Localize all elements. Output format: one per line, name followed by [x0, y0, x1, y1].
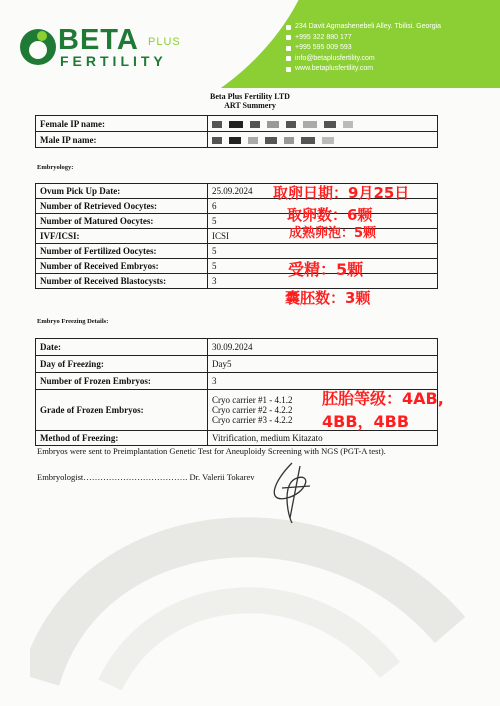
grade-line: Cryo carrier #3 - 4.2.2: [212, 415, 293, 425]
table-value: 25.09.2024: [208, 184, 438, 199]
method-label: Method of Freezing:: [36, 431, 208, 446]
company-title: Beta Plus Fertility LTD: [210, 92, 290, 101]
table-label: Number of Retrieved Oocytes:: [36, 199, 208, 214]
table-row: [36, 244, 438, 259]
annotation-fertilized: 受精：5颗: [288, 260, 364, 279]
day-value: Day5: [208, 356, 438, 373]
table-label: Number of Fertilized Oocytes:: [36, 244, 208, 259]
table-value: 5: [208, 244, 438, 259]
email: info@betaplusfertility.com: [295, 54, 375, 62]
annotation-opu-date: 取卵日期：9月25日: [273, 184, 410, 202]
phone-1: +995 322 880 177: [295, 33, 352, 41]
embryology-section-label: Embryology:: [37, 164, 74, 171]
annotation-matured: 成熟卵泡：5颗: [289, 226, 377, 241]
embryologist-line: Embryologist………………………………. Dr. Valerii Tokarev: [37, 472, 255, 482]
grade-line: Cryo carrier #2 - 4.2.2: [212, 405, 293, 415]
patient-table: [35, 115, 438, 148]
female-name-redacted: [208, 116, 438, 132]
table-label: Number of Received Blastocysts:: [36, 274, 208, 289]
table-row: [36, 259, 438, 274]
table-label: Ovum Pick Up Date:: [36, 184, 208, 199]
watermark-curves: [30, 470, 470, 690]
phone-2: +995 595 009 593: [295, 44, 352, 51]
table-label: Number of Matured Oocytes:: [36, 214, 208, 229]
signature-image: [262, 458, 322, 528]
contact-block: [286, 22, 441, 75]
email-icon: [286, 56, 291, 61]
date-value: 30.09.2024: [208, 339, 438, 356]
frozen-count-label: Number of Frozen Embryos:: [36, 373, 208, 390]
web-icon: [286, 67, 291, 72]
table-row: [36, 431, 438, 446]
date-label: Date:: [36, 339, 208, 356]
brand-name: BETA: [58, 24, 139, 56]
table-label: Number of Received Embryos:: [36, 259, 208, 274]
table-row: [36, 339, 438, 356]
annotation-retrieved: 取卵数：6颗: [287, 206, 373, 224]
table-value: 3: [208, 274, 438, 289]
male-name-label: Male IP name:: [36, 132, 208, 148]
table-row: [36, 229, 438, 244]
female-name-label: Female IP name:: [36, 116, 208, 132]
method-value: Vitrification, medium Kitazato: [208, 431, 438, 446]
table-value: 6: [208, 199, 438, 214]
annotation-blastocysts: 囊胚数：3颗: [285, 289, 371, 307]
table-row: [36, 356, 438, 373]
address: 234 Davit Agmashenebeli Alley. Tbilisi. Georgia: [295, 23, 442, 30]
pgt-note: Embryos were sent to Preimplantation Genetic Test for Aneuploidy Screening with NGS (PGT-A test).: [37, 446, 386, 456]
grade-label: Grade of Frozen Embryos:: [36, 390, 208, 431]
brand-plus: PLUS: [148, 36, 181, 48]
annotation-grade-line2: 4BB，4BB: [322, 412, 410, 431]
male-name-redacted: [208, 132, 438, 148]
mobile-icon: [286, 46, 291, 51]
table-value: 5: [208, 259, 438, 274]
phone-icon: [286, 35, 291, 40]
table-row: [36, 274, 438, 289]
table-value: ICSI: [208, 229, 438, 244]
freezing-section-label: Embryo Freezing Details:: [37, 318, 109, 325]
website: www.betaplusfertility.com: [295, 65, 374, 72]
brand-subtitle: FERTILITY: [60, 53, 167, 69]
beta-plus-logo-icon: [18, 22, 58, 72]
day-label: Day of Freezing:: [36, 356, 208, 373]
table-label: IVF/ICSI:: [36, 229, 208, 244]
location-icon: [286, 25, 291, 30]
summary-title: ART Summery: [224, 101, 276, 110]
table-row: [36, 214, 438, 229]
grade-line: Cryo carrier #1 - 4.1.2: [212, 395, 293, 405]
annotation-grade-line1: 胚胎等级：4AB,: [322, 389, 444, 408]
table-value: 5: [208, 214, 438, 229]
frozen-count-value: 3: [208, 373, 438, 390]
